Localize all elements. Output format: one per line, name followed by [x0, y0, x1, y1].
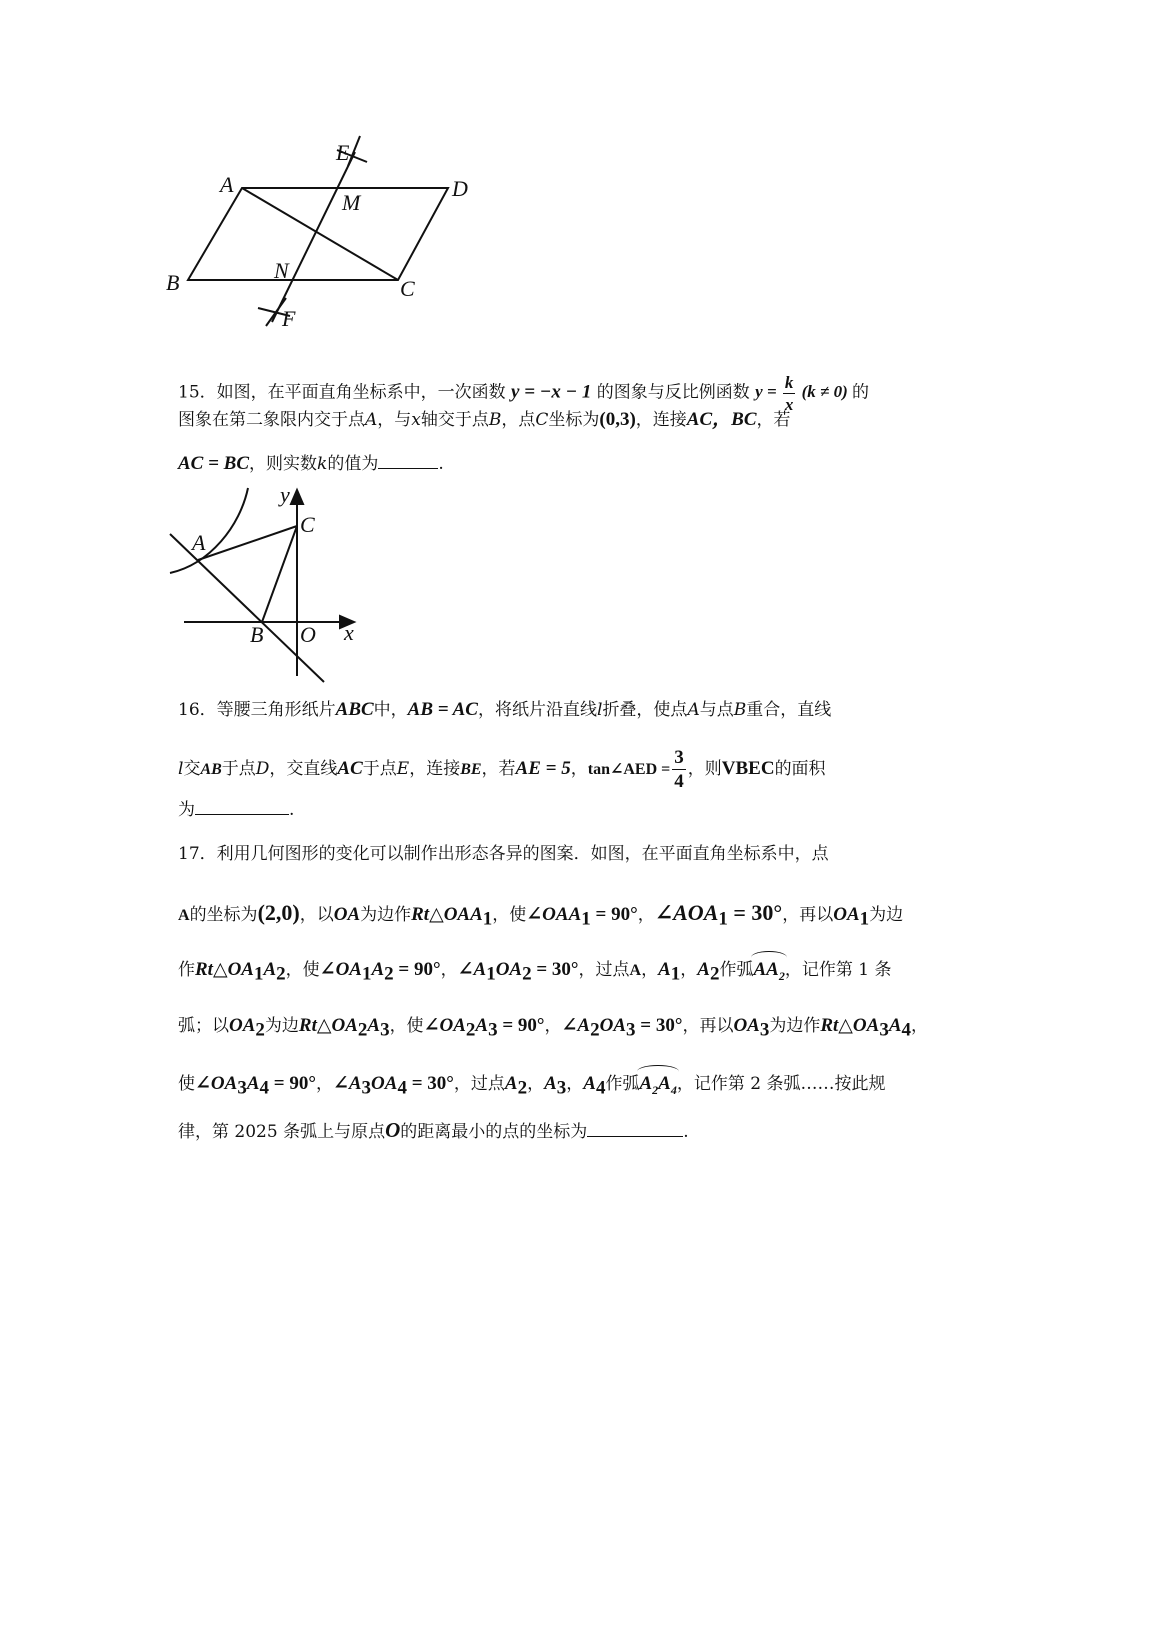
label-b: B [166, 270, 180, 295]
label-a: A [220, 172, 234, 197]
q15-line-2: 图象在第二象限内交于点A，与x轴交于点B，点C坐标为(0,3)，连接AC，BC，若 [178, 409, 791, 430]
line-ef [272, 152, 355, 322]
label-c: C [400, 276, 415, 301]
q17-answer-blank [587, 1122, 683, 1137]
q17-line-6: 律，第 2025 条弧上与原点O的距离最小的点的坐标为 . [178, 1118, 689, 1142]
q15-line-3: AC = BC，则实数k的值为 . [178, 453, 444, 474]
label-b: B [250, 622, 264, 647]
y-axis-arrow [291, 490, 303, 504]
label-c: C [300, 512, 315, 537]
line-y-neg-x-minus-1 [170, 534, 324, 682]
q16-answer-blank [195, 800, 289, 815]
segment-bc [262, 526, 297, 622]
q16-line-2: l交AB于点D，交直线AC于点E，连接BE，若AE = 5，tan∠AED = $\frac{3}{4}$ ，则VBEC的面积 [178, 747, 826, 792]
q17-line-3: 作$Rt\triangle OA_1A_2$，使$\angle OA_1A_2 = 90^\circ$，$\angle A_1OA_2 = 30^\circ$，过点A，$A_1$，$A_2$作弧$AA_2$，记作第 1 条 [178, 959, 892, 985]
segment-ac [198, 526, 297, 560]
q17-line-1: 17．利用几何图形的变化可以制作出形态各异的图案．如图，在平面直角坐标系中，点 [178, 844, 829, 864]
label-f: F [282, 306, 296, 331]
arc-aa2: $AA_2$ [753, 959, 785, 983]
q17-line-2: A的坐标为(2,0)，以OA为边作$Rt\triangle OAA_1$，使$\angle OAA_1 = 90^\circ$，$\angle AOA_1 = 30^\circ$，再以$OA_1$为边 [178, 900, 904, 930]
label-y: y [280, 482, 290, 507]
label-m: M [342, 190, 361, 215]
label-x: x [344, 620, 354, 645]
q15-line-1: 15．如图，在平面直角坐标系中，一次函数 y = −x − 1 的图象与反比例函数 y = $\frac{k}{x}$ (k ≠ 0) 的 [178, 373, 870, 414]
label-d: D [452, 176, 468, 201]
q16-line-3: 为 . [178, 800, 295, 820]
q17-line-4: 弧；以$OA_2$为边$Rt\triangle OA_2A_3$，使$\angle OA_2A_3 = 90^\circ$，$\angle A_2OA_3 = 30^\circ$，再以$OA_3$为边作$Rt\triangle OA_3A_4$， [178, 1015, 929, 1041]
diagonal-ac [242, 188, 398, 280]
arc-a2a4: $A_2A_4$ [639, 1073, 677, 1097]
parallelogram-abcd [188, 188, 448, 280]
q16-line-1: 16．等腰三角形纸片ABC中，AB = AC，将纸片沿直线l折叠，使点A与点B重合，直线 [178, 699, 832, 720]
label-n: N [274, 258, 289, 283]
label-o: O [300, 622, 316, 647]
q17-line-5: 使$\angle OA_3A_4 = 90^\circ$，$\angle A_3OA_4 = 30^\circ$，过点$A_2$，$A_3$，$A_4$作弧$A_2A_4$，记作第 2 条弧……按此规 [178, 1073, 886, 1099]
q15-inverse-function: y = $\frac{k}{x}$ (k ≠ 0) [755, 373, 848, 414]
hyperbola-branch [170, 488, 248, 573]
label-e: E [336, 140, 350, 165]
figure-coordinate-system [160, 476, 380, 686]
q15-linear-function: y = −x − 1 [511, 381, 592, 403]
q15-answer-blank [378, 454, 438, 469]
arc-mark-e2 [348, 136, 360, 166]
figure-parallelogram [160, 130, 500, 350]
label-a: A [192, 530, 206, 555]
